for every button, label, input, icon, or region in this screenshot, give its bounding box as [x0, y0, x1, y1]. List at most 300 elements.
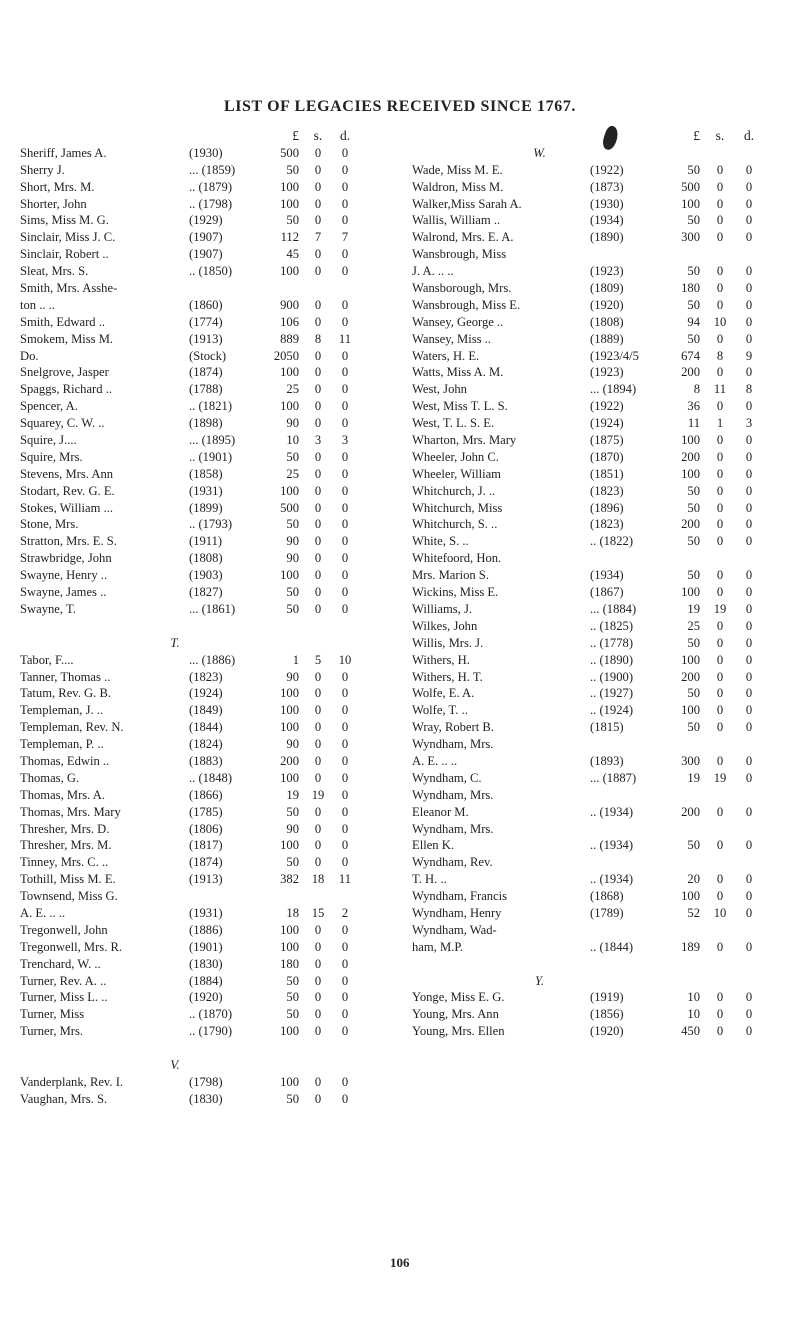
amount-pence: 0	[341, 551, 349, 566]
amount-pence: 0	[745, 1024, 753, 1039]
legacy-entry	[412, 804, 797, 821]
legator-name: Yonge, Miss E. G.	[412, 990, 505, 1005]
amount-pounds: 50	[286, 1091, 299, 1106]
legacy-entry	[20, 314, 390, 331]
amount-pounds: 19	[687, 770, 700, 785]
legacy-entry	[20, 1074, 390, 1091]
legacy-year: (1923)	[590, 264, 624, 279]
legator-name: Mrs. Marion S.	[412, 568, 489, 583]
amount-pence: 0	[341, 737, 349, 752]
legacy-year: (1823)	[189, 669, 223, 684]
amount-pence: 0	[745, 517, 753, 532]
amount-shillings: 0	[716, 466, 724, 481]
amount-pence: 0	[341, 365, 349, 380]
legacy-year: (1815)	[590, 720, 624, 735]
amount-pence: 0	[745, 230, 753, 245]
amount-pounds: 100	[280, 568, 299, 583]
amount-pence: 0	[341, 956, 349, 971]
amount-pence: 0	[341, 466, 349, 481]
amount-pounds: 100	[280, 179, 299, 194]
amount-shillings: 0	[716, 872, 724, 887]
legacy-year: (1849)	[189, 703, 223, 718]
amount-pounds: 50	[687, 534, 700, 549]
legacy-entry	[412, 719, 797, 736]
amount-pence: 0	[745, 314, 753, 329]
amount-pounds: 100	[280, 1024, 299, 1039]
legacy-year: (1913)	[189, 331, 223, 346]
legator-name: Wansey, George ..	[412, 314, 504, 329]
legacy-entry	[412, 1023, 797, 1040]
amount-shillings: 0	[716, 703, 724, 718]
legacy-entry	[20, 719, 390, 736]
page-title: LIST OF LEGACIES RECEIVED SINCE 1767.	[223, 98, 577, 115]
amount-pounds: 20	[687, 872, 700, 887]
spacer	[412, 956, 797, 973]
legacy-entry	[20, 787, 390, 804]
amount-pounds: 50	[687, 838, 700, 853]
amount-pence: 0	[341, 500, 349, 515]
legacy-entry	[20, 533, 390, 550]
legator-name: West, Miss T. L. S.	[412, 399, 508, 414]
amount-pence: 0	[341, 1091, 349, 1106]
legacy-entry	[20, 905, 390, 922]
legacy-entry	[412, 314, 797, 331]
legator-name: A. E. .. ..	[20, 905, 66, 920]
amount-shillings: 0	[716, 568, 724, 583]
legator-name: Stone, Mrs.	[20, 517, 79, 532]
legacy-entry	[412, 483, 797, 500]
left-legacy-column	[20, 128, 390, 1108]
legacy-year: (1901)	[189, 939, 223, 954]
amount-pounds: 100	[681, 652, 700, 667]
legacy-year: (1920)	[590, 1024, 624, 1039]
amount-pence: 0	[745, 720, 753, 735]
legator-name: Williams, J.	[412, 601, 473, 616]
amount-pounds: 50	[286, 517, 299, 532]
amount-pence: 0	[341, 264, 349, 279]
amount-pence: 0	[745, 804, 753, 819]
legator-name: Tabor, F....	[20, 652, 74, 667]
legator-name: Swayne, Henry ..	[20, 568, 108, 583]
legacy-year: (1883)	[189, 753, 223, 768]
legacy-entry	[412, 500, 797, 517]
pounds-header: £	[292, 128, 299, 143]
legacy-entry	[412, 466, 797, 483]
amount-pence: 10	[338, 652, 352, 667]
legator-name: Squire, Mrs.	[20, 449, 83, 464]
amount-pence: 0	[745, 770, 753, 785]
amount-pounds: 25	[286, 466, 299, 481]
legator-name: Young, Mrs. Ann	[412, 1007, 499, 1022]
legacy-year: (1931)	[189, 905, 223, 920]
legator-name: Strawbridge, John	[20, 551, 112, 566]
legator-name: Wharton, Mrs. Mary	[412, 433, 517, 448]
amount-shillings: 0	[716, 618, 724, 633]
legacy-entry	[412, 449, 797, 466]
amount-pounds: 500	[280, 145, 299, 160]
legacy-entry	[20, 601, 390, 618]
legator-name: Tregonwell, John	[20, 922, 108, 937]
amount-pounds: 100	[280, 720, 299, 735]
legacy-entry	[412, 787, 797, 804]
legacy-year: (1874)	[189, 365, 223, 380]
spacer	[20, 618, 390, 635]
amount-pounds: 50	[687, 483, 700, 498]
legator-name: Thomas, Mrs. Mary	[20, 804, 121, 819]
amount-shillings: 0	[314, 1007, 322, 1022]
legacy-year: (1789)	[590, 905, 624, 920]
amount-shillings: 0	[314, 365, 322, 380]
amount-pounds: 52	[687, 905, 700, 920]
amount-shillings: 0	[314, 145, 322, 160]
amount-pounds: 674	[681, 348, 700, 363]
legator-name: Thresher, Mrs. M.	[20, 838, 112, 853]
amount-pence: 0	[745, 196, 753, 211]
legacy-entry	[20, 669, 390, 686]
amount-shillings: 0	[314, 551, 322, 566]
amount-shillings: 0	[314, 416, 322, 431]
amount-pounds: 200	[681, 517, 700, 532]
legacy-entry	[412, 533, 797, 550]
legacy-year: ... (1861)	[189, 601, 236, 616]
amount-pence: 0	[745, 585, 753, 600]
legator-name: Wallis, William ..	[412, 213, 501, 228]
amount-pounds: 50	[286, 990, 299, 1005]
amount-pence: 8	[745, 382, 753, 397]
legator-name: Smith, Edward ..	[20, 314, 106, 329]
amount-shillings: 0	[716, 585, 724, 600]
amount-shillings: 0	[314, 990, 322, 1005]
legacy-entry	[412, 753, 797, 770]
amount-shillings: 0	[716, 331, 724, 346]
amount-shillings: 0	[314, 770, 322, 785]
amount-pence: 0	[745, 297, 753, 312]
amount-shillings: 0	[716, 804, 724, 819]
legacy-year: (1930)	[590, 196, 624, 211]
legacy-year: .. (1934)	[590, 872, 634, 887]
amount-pounds: 200	[681, 365, 700, 380]
amount-shillings: 0	[314, 196, 322, 211]
legacy-entry	[20, 854, 390, 871]
legator-name: Spaggs, Richard ..	[20, 382, 112, 397]
section-letter-label: T.	[170, 635, 180, 650]
legacy-entry	[20, 888, 390, 905]
legacy-entry	[412, 652, 797, 669]
amount-pounds: 50	[286, 973, 299, 988]
legator-name: Wansborough, Mrs.	[412, 281, 512, 296]
amount-pounds: 300	[681, 230, 700, 245]
legator-name: Templeman, Rev. N.	[20, 720, 124, 735]
legator-name: Turner, Miss	[20, 1007, 85, 1022]
legator-name: Stokes, William ...	[20, 500, 114, 515]
legator-name: Tinney, Mrs. C. ..	[20, 855, 109, 870]
legacy-entry	[20, 196, 390, 213]
legacy-year: .. (1825)	[590, 618, 634, 633]
legacy-entry	[412, 871, 797, 888]
amount-shillings: 0	[314, 585, 322, 600]
amount-pence: 0	[745, 838, 753, 853]
legacy-entry	[412, 212, 797, 229]
legator-name: Whitchurch, S. ..	[412, 517, 498, 532]
amount-shillings: 0	[716, 196, 724, 211]
section-letter	[20, 635, 330, 652]
amount-pence: 0	[341, 196, 349, 211]
amount-pence: 0	[745, 331, 753, 346]
amount-pence: 3	[745, 416, 753, 431]
amount-pence: 2	[341, 905, 349, 920]
amount-pounds: 100	[681, 703, 700, 718]
amount-shillings: 0	[314, 1074, 322, 1089]
legacy-entry	[412, 162, 797, 179]
legacy-year: (1866)	[189, 787, 223, 802]
amount-shillings: 0	[314, 720, 322, 735]
amount-pounds: 50	[286, 449, 299, 464]
amount-pence: 0	[745, 568, 753, 583]
legacy-entry	[20, 229, 390, 246]
amount-pounds: 90	[286, 669, 299, 684]
amount-shillings: 8	[716, 348, 724, 363]
amount-pence: 0	[745, 889, 753, 904]
amount-shillings: 0	[716, 483, 724, 498]
amount-pounds: 50	[286, 601, 299, 616]
legacy-year: ... (1895)	[189, 433, 236, 448]
amount-shillings: 0	[314, 737, 322, 752]
amount-pounds: 100	[280, 399, 299, 414]
amount-shillings: 0	[314, 1091, 322, 1106]
amount-shillings: 5	[314, 652, 322, 667]
legacy-year: (1920)	[590, 297, 624, 312]
legacy-year: (1858)	[189, 466, 223, 481]
legator-name: Eleanor M.	[412, 804, 469, 819]
legacy-year: (1890)	[590, 230, 624, 245]
amount-shillings: 15	[311, 905, 325, 920]
amount-pence: 0	[341, 922, 349, 937]
legacy-entry	[20, 922, 390, 939]
right-legacy-column	[412, 128, 797, 1040]
legator-name: T. H. ..	[412, 872, 447, 887]
amount-pence: 0	[341, 483, 349, 498]
legator-name: West, T. L. S. E.	[412, 416, 495, 431]
legacy-year: (1873)	[590, 179, 624, 194]
amount-shillings: 10	[713, 314, 727, 329]
legacy-entry	[412, 398, 797, 415]
legator-name: Waldron, Miss M.	[412, 179, 504, 194]
shillings-header: s.	[715, 128, 725, 143]
legacy-entry	[20, 246, 390, 263]
amount-shillings: 0	[314, 939, 322, 954]
amount-pounds: 90	[286, 551, 299, 566]
amount-shillings: 0	[314, 686, 322, 701]
amount-shillings: 0	[716, 297, 724, 312]
legacy-year: .. (1778)	[590, 635, 634, 650]
amount-shillings: 0	[314, 753, 322, 768]
amount-shillings: 7	[314, 230, 322, 245]
legacy-entry	[20, 871, 390, 888]
legacy-entry	[412, 669, 797, 686]
amount-pence: 0	[341, 1074, 349, 1089]
legator-name: Whitefoord, Hon.	[412, 551, 502, 566]
legator-name: Whitchurch, J. ..	[412, 483, 496, 498]
amount-shillings: 0	[314, 264, 322, 279]
legacy-entry	[20, 398, 390, 415]
amount-pence: 7	[341, 230, 349, 245]
legacy-year: .. (1927)	[590, 686, 634, 701]
legacy-year: (1830)	[189, 1091, 223, 1106]
legator-name: Wheeler, John C.	[412, 449, 499, 464]
legator-name: Squarey, C. W. ..	[20, 416, 105, 431]
amount-pounds: 50	[687, 635, 700, 650]
legacy-entry	[412, 635, 797, 652]
legacy-entry	[20, 1091, 390, 1108]
amount-pounds: 100	[280, 922, 299, 937]
legacy-year: (1798)	[189, 1074, 223, 1089]
amount-pounds: 112	[280, 230, 299, 245]
legacy-year: (1903)	[189, 568, 223, 583]
legator-name: ton .. ..	[20, 297, 55, 312]
legacy-year: (1934)	[590, 568, 624, 583]
legacy-entry	[412, 364, 797, 381]
amount-pence: 9	[745, 348, 753, 363]
legator-name: Thomas, Edwin ..	[20, 753, 110, 768]
amount-pence: 0	[341, 314, 349, 329]
legacy-entry	[20, 770, 390, 787]
legator-name: Sherry J.	[20, 162, 65, 177]
amount-pounds: 18	[286, 905, 299, 920]
amount-pence: 0	[745, 466, 753, 481]
amount-pence: 0	[745, 483, 753, 498]
amount-pence: 0	[745, 213, 753, 228]
legacy-entry	[412, 618, 797, 635]
legacy-year: (1827)	[189, 585, 223, 600]
amount-pounds: 50	[286, 804, 299, 819]
legator-name: Sinclair, Miss J. C.	[20, 230, 116, 245]
amount-pence: 0	[745, 939, 753, 954]
amount-pence: 0	[341, 973, 349, 988]
amount-pence: 0	[341, 770, 349, 785]
legacy-entry	[20, 212, 390, 229]
legator-name: Wray, Robert B.	[412, 720, 494, 735]
amount-pence: 0	[341, 534, 349, 549]
legator-name: Sinclair, Robert ..	[20, 247, 109, 262]
legacy-entry	[412, 837, 797, 854]
amount-pence: 3	[341, 433, 349, 448]
amount-pounds: 8	[693, 382, 700, 397]
amount-shillings: 0	[314, 162, 322, 177]
legator-name: Wade, Miss M. E.	[412, 162, 503, 177]
legacy-entry	[20, 956, 390, 973]
amount-shillings: 0	[716, 449, 724, 464]
amount-pounds: 25	[286, 382, 299, 397]
amount-pence: 0	[341, 449, 349, 464]
amount-shillings: 0	[314, 179, 322, 194]
amount-pounds: 50	[687, 331, 700, 346]
amount-shillings: 0	[314, 601, 322, 616]
legator-name: Wansbrough, Miss E.	[412, 297, 521, 312]
amount-shillings: 0	[716, 686, 724, 701]
legacy-year: (1824)	[189, 737, 223, 752]
amount-pence: 0	[341, 416, 349, 431]
legacy-entry	[20, 685, 390, 702]
amount-pounds: 106	[280, 314, 299, 329]
legacy-entry	[412, 297, 797, 314]
legator-name: West, John	[412, 382, 467, 397]
legacy-entry	[412, 280, 797, 297]
legacy-year: (1868)	[590, 889, 624, 904]
amount-pence: 0	[745, 686, 753, 701]
legacy-year: .. (1844)	[590, 939, 634, 954]
amount-pence: 0	[341, 162, 349, 177]
amount-pounds: 889	[280, 331, 299, 346]
legator-name: Smokem, Miss M.	[20, 331, 114, 346]
legator-name: Young, Mrs. Ellen	[412, 1024, 505, 1039]
legacy-year: .. (1890)	[590, 652, 634, 667]
amount-pence: 0	[341, 669, 349, 684]
legator-name: Willis, Mrs. J.	[412, 635, 484, 650]
legacy-entry	[20, 804, 390, 821]
amount-pence: 0	[745, 652, 753, 667]
page-number: 106	[390, 1255, 410, 1270]
amount-pounds: 50	[286, 213, 299, 228]
amount-pounds: 200	[681, 669, 700, 684]
legator-name: Withers, H. T.	[412, 669, 483, 684]
legacy-entry	[20, 364, 390, 381]
legacy-year: .. (1793)	[189, 517, 233, 532]
legacy-entry	[20, 567, 390, 584]
legacy-entry	[412, 550, 797, 567]
legacy-year: (1924)	[189, 686, 223, 701]
amount-shillings: 0	[314, 517, 322, 532]
legator-name: Stratton, Mrs. E. S.	[20, 534, 117, 549]
amount-pence: 0	[745, 399, 753, 414]
legator-name: Thomas, Mrs. A.	[20, 787, 106, 802]
amount-pounds: 100	[280, 838, 299, 853]
amount-pounds: 45	[286, 247, 299, 262]
legacy-entry	[412, 702, 797, 719]
legator-name: Trenchard, W. ..	[20, 956, 101, 971]
amount-shillings: 0	[314, 399, 322, 414]
amount-pence: 11	[338, 331, 352, 346]
amount-pence: 0	[341, 1007, 349, 1022]
legacy-entry	[20, 263, 390, 280]
amount-shillings: 0	[314, 483, 322, 498]
legator-name: ham, M.P.	[412, 939, 464, 954]
amount-shillings: 0	[716, 838, 724, 853]
legacy-year: (1808)	[189, 551, 223, 566]
amount-pence: 0	[341, 399, 349, 414]
legacy-year: (1923/4/5	[590, 348, 639, 363]
amount-pence: 0	[341, 703, 349, 718]
legacy-entry	[412, 584, 797, 601]
amount-pounds: 10	[687, 1007, 700, 1022]
legacy-entry	[20, 483, 390, 500]
legator-name: Wyndham, Francis	[412, 889, 508, 904]
amount-pounds: 200	[681, 449, 700, 464]
amount-shillings: 0	[314, 973, 322, 988]
legacy-year: (1886)	[189, 922, 223, 937]
amount-pounds: 180	[681, 281, 700, 296]
amount-pounds: 100	[280, 703, 299, 718]
amount-pounds: 50	[286, 162, 299, 177]
amount-pence: 0	[745, 753, 753, 768]
legator-name: Wyndham, Mrs.	[412, 821, 494, 836]
legacy-entry	[412, 415, 797, 432]
amount-shillings: 0	[716, 264, 724, 279]
legacy-entry	[20, 652, 390, 669]
legacy-entry	[412, 331, 797, 348]
amount-pounds: 50	[687, 213, 700, 228]
amount-pounds: 94	[687, 314, 700, 329]
legacy-entry	[20, 584, 390, 601]
